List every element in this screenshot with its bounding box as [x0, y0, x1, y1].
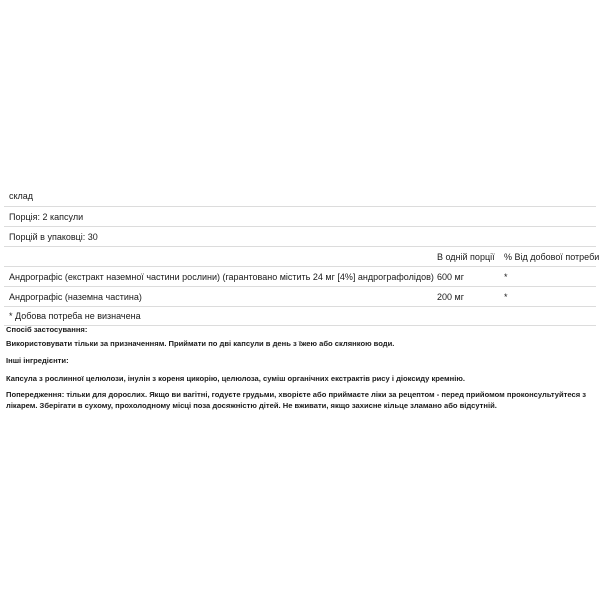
amount-column-header: В одній порції [437, 251, 495, 262]
facts-heading-row [4, 186, 596, 206]
servings-per-container-row [4, 226, 596, 246]
supplement-facts-table [4, 186, 600, 326]
footnote-row [4, 306, 596, 326]
column-header-row [4, 246, 600, 266]
ingredient-amount: 200 мг [437, 291, 464, 302]
ingredient-name: Андрографіс (екстракт наземної частини рослини) (гарантовано містить 24 мг [4%] андрографолідов) [9, 271, 434, 282]
other-ingredients-title: Інші інгредієнти: [6, 356, 69, 365]
serving-size-row [4, 206, 596, 226]
ingredient-row [4, 286, 596, 306]
serving-size: Порція: 2 капсули [9, 211, 84, 222]
ingredient-daily-value: * [504, 271, 508, 282]
daily-value-column-header: % Від добової потреби [504, 251, 600, 262]
usage-title: Спосіб застосування: [6, 325, 88, 334]
ingredient-amount: 600 мг [437, 271, 464, 282]
usage-text: Використовувати тільки за призначенням. Приймати по дві капсули в день з їжею або склянкою води. [6, 339, 395, 348]
facts-heading: склад [9, 191, 34, 201]
ingredient-daily-value: * [504, 291, 508, 302]
ingredient-name: Андрографіс (наземна частина) [9, 291, 142, 302]
ingredient-row [4, 266, 596, 286]
daily-value-footnote: * Добова потреба не визначена [9, 311, 141, 321]
other-ingredients-text: Капсула з рослинної целюлози, інулін з кореня цикорію, целюлоза, суміш органічних екстрактів рису і діоксиду кремнію. [6, 374, 465, 383]
warning-text: Попередження: тільки для дорослих. Якщо ви вагітні, годуєте грудьми, хворієте або приймаєте ліки за рецептом - перед прийомом проконсультуйтеся з лікарем. Зберігати в сухому, прохолодному місці поза досяжністю дітей. Не вживати, якщо захисне кільце зламано або відсутній. [6, 390, 587, 410]
servings-per-container: Порцій в упаковці: 30 [9, 231, 98, 242]
